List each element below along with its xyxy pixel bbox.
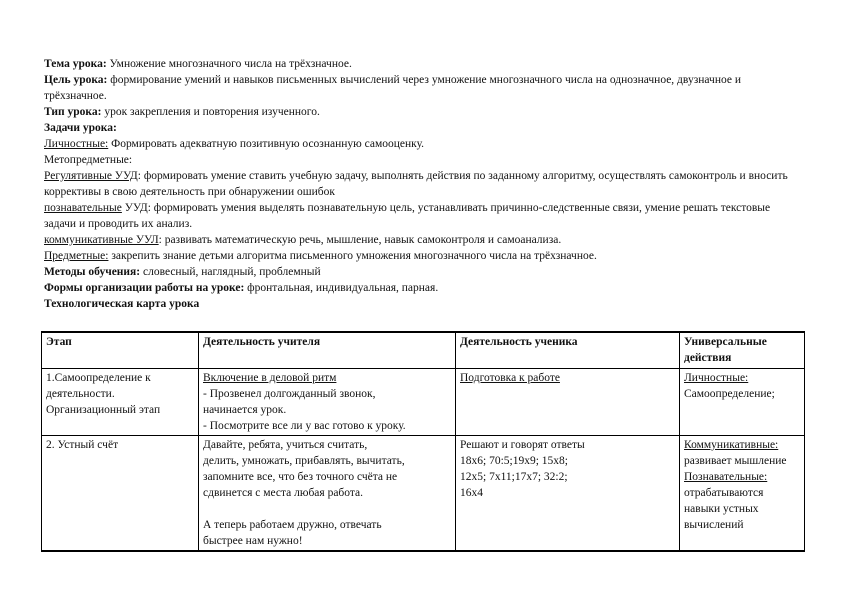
row2-stage: 2. Устный счёт bbox=[42, 436, 199, 552]
row2-student bbox=[456, 436, 680, 552]
row2-student-line: 16х4 bbox=[460, 487, 483, 499]
personal-text: Формировать адекватную позитивную осознанную самооценку. bbox=[108, 138, 425, 150]
lesson-type-line bbox=[44, 104, 804, 120]
row2-uud-title: Коммуникативные: bbox=[684, 439, 779, 451]
forms-text: фронтальная, индивидуальная, парная. bbox=[244, 282, 439, 294]
tech-map-table bbox=[41, 331, 805, 552]
table-header-row bbox=[42, 332, 805, 369]
tech-map-heading: Технологическая карта урока bbox=[44, 298, 200, 310]
row1-teacher-line: - Прозвенел долгожданный звонок, bbox=[203, 388, 376, 400]
row2-teacher bbox=[199, 436, 456, 552]
lesson-type-label: Тип урока: bbox=[44, 106, 102, 118]
regulatory-text: : формировать умение ставить учебную задачу, выполнять действия по заданному алгоритму, осуществлять самоконтроль и вносить коррективы в свою деятельность при обнаружении ошибок bbox=[44, 170, 788, 198]
row1-teacher-line: начинается урок. bbox=[203, 404, 287, 416]
row1-uud-text: Самоопределение; bbox=[684, 388, 775, 400]
methods-line bbox=[44, 264, 804, 280]
row2-uud-text: навыки устных bbox=[684, 503, 759, 515]
subject-text: закрепить знание детьми алгоритма письменного умножения многозначного числа на трёхзначное. bbox=[108, 250, 597, 262]
row1-stage bbox=[42, 369, 199, 436]
subject-line bbox=[44, 248, 804, 264]
subject-label: Предметные: bbox=[44, 250, 109, 262]
row2-teacher-line: сдвинется с места любая работа. bbox=[203, 487, 364, 499]
row1-student bbox=[456, 369, 680, 436]
goal-label: Цель урока: bbox=[44, 74, 108, 86]
row1-uud-title: Личностные: bbox=[684, 372, 749, 384]
lesson-plan bbox=[44, 56, 804, 312]
regulatory-label: Регулятивные УУД bbox=[44, 170, 138, 182]
forms-label: Формы организации работы на уроке: bbox=[44, 282, 245, 294]
communicative-line bbox=[44, 232, 804, 248]
row2-student-line: 18х6; 70:5;19х9; 15х8; bbox=[460, 455, 568, 467]
lesson-type-text: урок закрепления и повторения изученного. bbox=[101, 106, 320, 118]
row2-teacher-line: быстрее нам нужно! bbox=[203, 535, 303, 547]
row2-teacher-line: делить, умножать, прибавлять, вычитать, bbox=[203, 455, 405, 467]
methods-text: словесный, наглядный, проблемный bbox=[140, 266, 321, 278]
row2-teacher-line: Давайте, ребята, учиться считать, bbox=[203, 439, 368, 451]
row1-teacher bbox=[199, 369, 456, 436]
topic-line bbox=[44, 56, 804, 72]
personal-line bbox=[44, 136, 804, 152]
row1-stage-line: 1.Самоопределение к bbox=[46, 372, 151, 384]
topic-label: Тема урока: bbox=[44, 58, 107, 70]
topic-text: Умножение многозначного числа на трёхзначное. bbox=[106, 58, 352, 70]
spacer bbox=[203, 501, 451, 517]
row2-uud-text: отрабатываются bbox=[684, 487, 764, 499]
row2-teacher-line: А теперь работаем дружно, отвечать bbox=[203, 519, 382, 531]
cognitive-line bbox=[44, 200, 804, 232]
row2-uud-title: Познавательные: bbox=[684, 471, 768, 483]
row2-uud-text: развивает мышление bbox=[684, 455, 787, 467]
row1-stage-line: деятельности. bbox=[46, 388, 115, 400]
row1-uud bbox=[680, 369, 805, 436]
personal-label: Личностные: bbox=[44, 138, 109, 150]
row1-student-title: Подготовка к работе bbox=[460, 372, 560, 384]
header-student: Деятельность ученика bbox=[456, 332, 680, 369]
regulatory-line bbox=[44, 168, 804, 200]
communicative-text: : развивать математическую речь, мышление, навык самоконтроля и самоанализа. bbox=[158, 234, 562, 246]
goal-text: формирование умений и навыков письменных вычислений через умножение многозначного числа на однозначное, двузначное и трёхзначное. bbox=[44, 74, 742, 102]
cognitive-text: УУД: формировать умения выделять познавательную цель, устанавливать причинно-следственные связи, умение решать текстовые задачи и проводить их анализ. bbox=[44, 202, 771, 230]
cognitive-label: познавательные bbox=[44, 202, 122, 214]
row2-uud-text: вычислений bbox=[684, 519, 744, 531]
forms-line bbox=[44, 280, 804, 296]
metasubject-heading: Метопредметные: bbox=[44, 154, 133, 166]
row2-student-line: Решают и говорят ответы bbox=[460, 439, 585, 451]
row2-teacher-line: запомните все, что без точного счёта не bbox=[203, 471, 398, 483]
row1-stage-line: Организационный этап bbox=[46, 404, 161, 416]
communicative-label: коммуникативные УУЛ bbox=[44, 234, 159, 246]
row1-teacher-line: - Посмотрите все ли у вас готово к уроку. bbox=[203, 420, 406, 432]
tasks-heading: Задачи урока: bbox=[44, 122, 117, 134]
header-stage: Этап bbox=[42, 332, 199, 369]
row2-uud bbox=[680, 436, 805, 552]
row2-student-line: 12х5; 7х11;17х7; 32:2; bbox=[460, 471, 568, 483]
header-uud: Универсальные действия bbox=[680, 332, 805, 369]
table-row bbox=[42, 369, 805, 436]
goal-line bbox=[44, 72, 804, 104]
row1-teacher-title: Включение в деловой ритм bbox=[203, 372, 337, 384]
header-teacher: Деятельность учителя bbox=[199, 332, 456, 369]
methods-label: Методы обучения: bbox=[44, 266, 141, 278]
table-row bbox=[42, 436, 805, 552]
